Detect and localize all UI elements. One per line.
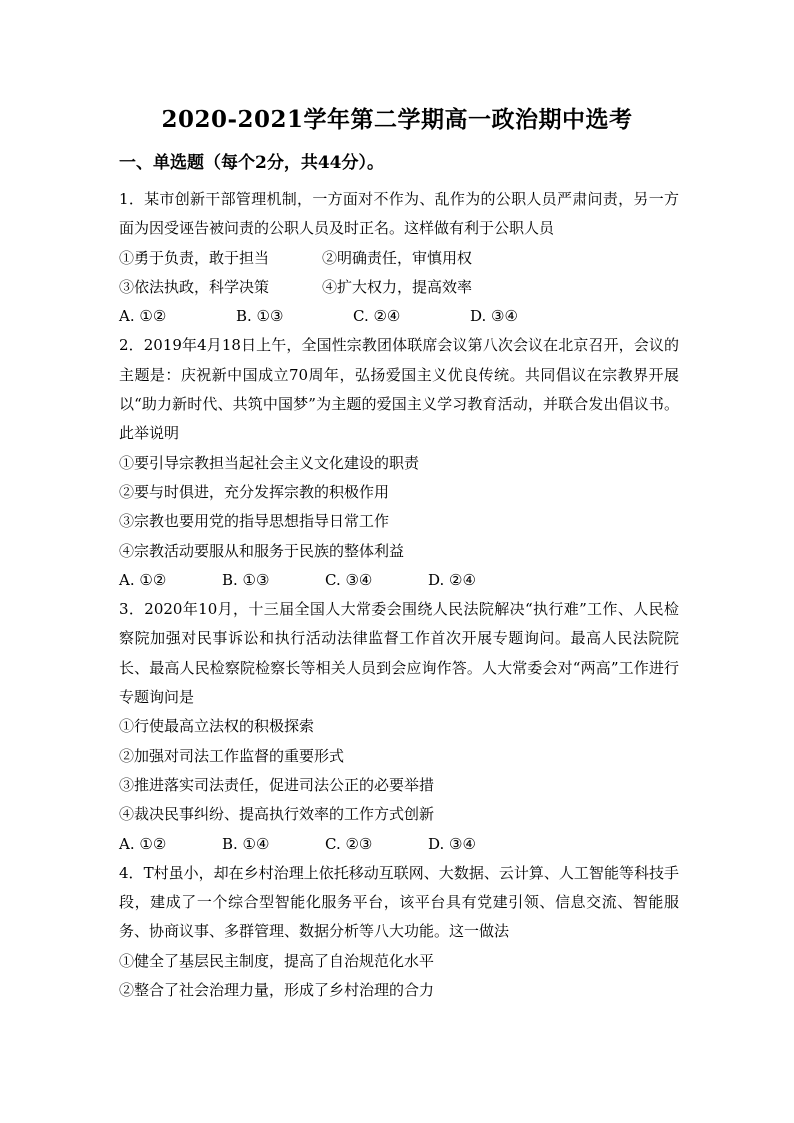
option-a: A. ①②: [119, 834, 167, 853]
question-stem: 4．T村虽小，却在乡村治理上依托移动互联网、大数据、云计算、人工智能等科技手段，建成了一个综合型智能化服务平台，该平台具有党建引领、信息交流、智能服务、协商议事、多群管理、数据分析等八大功能。这一做法: [119, 863, 679, 941]
option-b: B. ①③: [222, 570, 270, 589]
question-stem: 1．某市创新干部管理机制，一方面对不作为、乱作为的公职人员严肃问责，另一方面为因受诬告被问责的公职人员及时正名。这样做有利于公职人员: [119, 190, 679, 238]
option-d: D. ③④: [428, 834, 476, 853]
statement-row: [119, 244, 679, 273]
question-stem: 2．2019年4月18日上午，全国性宗教团体联席会议第八次会议在北京召开，会议的主题是：庆祝新中国成立70周年，弘扬爱国主义优良传统。共同倡议在宗教界开展以“助力新时代、共筑中国梦”为主题的爱国主义学习教育活动，并联合发出倡议书。此举说明: [119, 336, 679, 443]
statement: ①勇于负责，敢于担当: [119, 248, 270, 267]
statement: ①要引导宗教担当起社会主义文化建设的职责: [119, 453, 420, 472]
answer-options: [119, 830, 679, 859]
statement-row: [119, 273, 679, 302]
option-c: C. ②③: [325, 834, 373, 853]
statement: ②要与时俱进，充分发挥宗教的积极作用: [119, 482, 390, 501]
statement: ④宗教活动要服从和服务于民族的整体利益: [119, 541, 405, 560]
question-1: [119, 185, 679, 331]
statement: ③依法执政，科学决策: [119, 277, 270, 296]
option-c: C. ③④: [325, 570, 373, 589]
section-heading: 一、单选题（每个2分，共44分）。: [119, 153, 384, 173]
statement: ②加强对司法工作监督的重要形式: [119, 746, 345, 765]
option-b: B. ①④: [222, 834, 270, 853]
statement: ③推进落实司法责任，促进司法公正的必要举措: [119, 775, 435, 794]
option-b: B. ①③: [236, 307, 284, 326]
question-2: [119, 331, 679, 595]
statement: ③宗教也要用党的指导思想指导日常工作: [119, 512, 390, 531]
exam-title: 2020-2021学年第二学期高一政治期中选考: [161, 106, 633, 133]
statement: ④裁决民事纠纷、提高执行效率的工作方式创新: [119, 805, 435, 824]
question-4: [119, 859, 679, 1005]
option-d: D. ③④: [470, 307, 518, 326]
option-a: A. ①②: [119, 307, 167, 326]
answer-options: [119, 302, 679, 331]
option-d: D. ②④: [428, 570, 476, 589]
question-3: [119, 595, 679, 859]
option-c: C. ②④: [353, 307, 401, 326]
questions-list: [119, 185, 679, 1005]
statement: ④扩大权力，提高效率: [322, 277, 473, 296]
statement: ①行使最高立法权的积极探索: [119, 717, 315, 736]
statement: ②整合了社会治理力量，形成了乡村治理的合力: [119, 981, 435, 1000]
statement: ①健全了基层民主制度，提高了自治规范化水平: [119, 951, 435, 970]
option-a: A. ①②: [119, 570, 167, 589]
answer-options: [119, 566, 679, 595]
question-stem: 3．2020年10月，十三届全国人大常委会围绕人民法院解决“执行难”工作、人民检察院加强对民事诉讼和执行活动法律监督工作首次开展专题询问。最高人民法院院长、最高人民检察院检察长等相关人员到会应询作答。人大常委会对“两高”工作进行专题询问是: [119, 600, 679, 707]
statement: ②明确责任，审慎用权: [322, 248, 473, 267]
